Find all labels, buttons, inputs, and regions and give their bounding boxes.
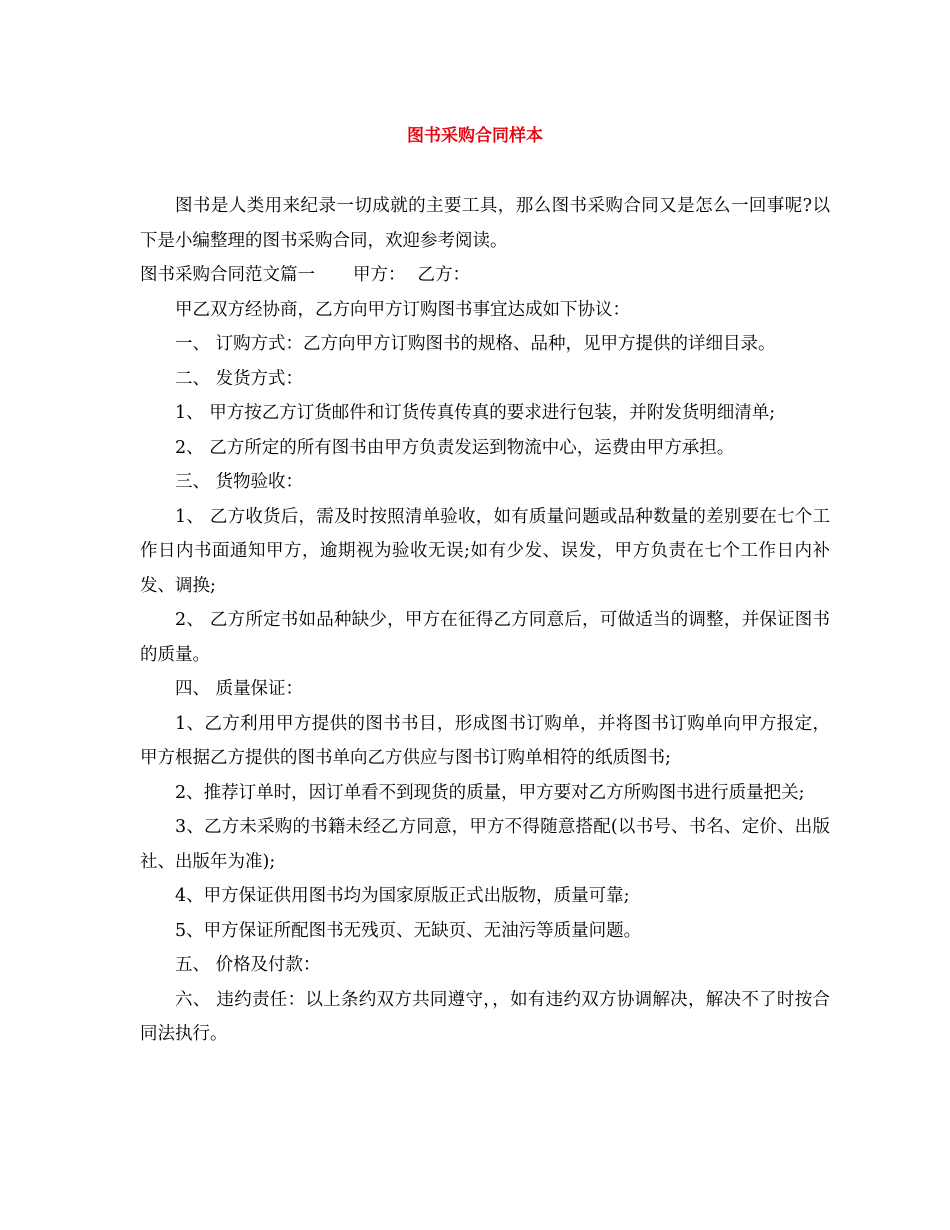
clause-4-item-4: 4、甲方保证供用图书均为国家原版正式出版物，质量可靠; <box>175 886 630 906</box>
party-a-label: 甲方： <box>353 265 406 285</box>
clause-4-item-1: 1、乙方利用甲方提供的图书书目，形成图书订购单，并将图书订购单向甲方报定，甲方根据乙方提供的图书单向乙方供应与图书订购单相符的纸质图书; <box>140 713 830 768</box>
clause-4-item-2: 2、推荐订单时，因订单看不到现货的质量，甲方要对乙方所购图书进行质量把关; <box>175 782 805 803</box>
clause-2-delivery-method: 二、 发货方式： <box>175 368 304 389</box>
paragraph-heading-line <box>140 258 830 293</box>
clause-5-price-payment: 五、 价格及付款： <box>175 955 321 975</box>
clause-3-acceptance: 三、 货物验收： <box>175 472 304 492</box>
document-body <box>140 189 830 1052</box>
clause-2-item-1: 1、 甲方按乙方订货邮件和订货传真传真的要求进行包装，并附发货明细清单; <box>175 403 776 423</box>
clause-4-item-5: 5、甲方保证所配图书无残页、无缺页、无油污等质量问题。 <box>175 920 642 941</box>
clause-4-quality: 四、 质量保证： <box>175 679 304 699</box>
document-title: 图书采购合同样本 <box>407 126 543 146</box>
paragraph-agreement: 甲乙双方经协商，乙方向甲方订购图书事宜达成如下协议： <box>175 299 630 320</box>
clause-3-item-2: 2、 乙方所定书如品种缺少，甲方在征得乙方同意后，可做适当的调整，并保证图书的质量。 <box>140 610 830 665</box>
paragraph-intro: 图书是人类用来纪录一切成就的主要工具，那么图书采购合同又是怎么一回事呢?以下是小编整理的图书采购合同，欢迎参考阅读。 <box>140 196 830 251</box>
clause-2-item-2: 2、 乙方所定的所有图书由甲方负责发运到物流中心，运费由甲方承担。 <box>175 437 735 458</box>
section-heading: 图书采购合同范文篇一 <box>140 265 315 285</box>
clause-1-order-method: 一、 订购方式：乙方向甲方订购图书的规格、品种，见甲方提供的详细目录。 <box>175 334 776 354</box>
clause-6-liability: 六、 违约责任：以上条约双方共同遵守，，如有违约双方协调解决，解决不了时按合同法执行。 <box>140 989 830 1044</box>
clause-3-item-1: 1、 乙方收货后，需及时按照清单验收，如有质量问题或品种数量的差别要在七个工作日内书面通知甲方，逾期视为验收无误;如有少发、误发，甲方负责在七个工作日内补发、调换; <box>140 506 830 596</box>
clause-4-item-3: 3、乙方未采购的书籍未经乙方同意，甲方不得随意搭配(以书号、书名、定价、出版社、出版年为准); <box>140 817 830 872</box>
party-b-label: 乙方： <box>417 265 470 285</box>
